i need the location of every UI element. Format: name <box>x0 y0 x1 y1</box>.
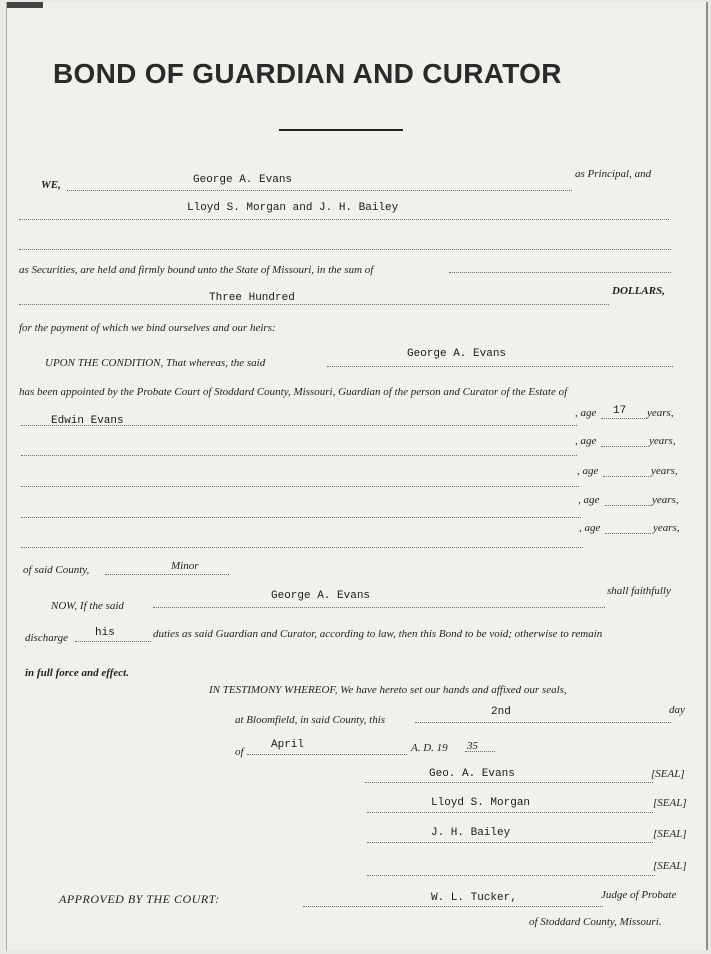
approved-label: APPROVED BY THE COURT: <box>59 892 220 906</box>
ward-line-2 <box>21 455 577 456</box>
ward-age-1: 17 <box>613 405 627 417</box>
condition-name: George A. Evans <box>407 348 507 360</box>
years-label-5: years, <box>653 522 680 534</box>
principal-line <box>67 190 572 191</box>
signature-3: J. H. Bailey <box>431 827 511 839</box>
signature-line-3 <box>367 842 653 843</box>
signature-line-4 <box>367 875 655 876</box>
securities-text: as Securities, are held and firmly bound unto the State of Missouri, in the sum of <box>19 264 374 276</box>
seal-3: [SEAL] <box>653 828 687 840</box>
month-value: April <box>271 739 305 751</box>
ward-line-4 <box>21 517 581 518</box>
testimony-text: IN TESTIMONY WHEREOF, We have hereto set our hands and affixed our seals, <box>209 684 567 696</box>
ward-name-1: Edwin Evans <box>51 415 124 427</box>
years-label-2: years, <box>649 435 676 447</box>
now-line <box>153 607 605 608</box>
age-label-3: , age <box>577 465 599 477</box>
signature-1: Geo. A. Evans <box>429 768 515 780</box>
force-text: in full force and effect. <box>25 667 129 679</box>
pronoun-line <box>75 641 151 642</box>
seal-2: [SEAL] <box>653 797 687 809</box>
ad-label: A. D. 19 <box>411 742 448 754</box>
age-line-2 <box>601 446 647 447</box>
seal-4: [SEAL] <box>653 860 687 872</box>
judge-line <box>303 906 603 907</box>
seal-1: [SEAL] <box>651 768 685 780</box>
dollars-label: DOLLARS, <box>612 285 665 297</box>
title-underline <box>279 129 403 131</box>
signature-2: Lloyd S. Morgan <box>431 797 531 809</box>
sum-line-1 <box>449 272 671 273</box>
month-line <box>247 754 407 755</box>
payment-text: for the payment of which we bind ourselves and our heirs: <box>19 322 276 334</box>
age-line-1 <box>601 418 647 419</box>
years-label-4: years, <box>652 494 679 506</box>
scan-mark <box>7 2 43 8</box>
county-status: Minor <box>171 560 199 572</box>
securities-names: Lloyd S. Morgan and J. H. Bailey <box>187 202 399 214</box>
county-line <box>105 574 229 575</box>
day-label: day <box>669 704 685 716</box>
county-label: of said County, <box>23 564 90 576</box>
principal-name: George A. Evans <box>193 174 293 186</box>
document-title: BOND OF GUARDIAN AND CURATOR <box>53 58 562 89</box>
faithfully-label: shall faithfully <box>607 585 671 597</box>
judge-county: of Stoddard County, Missouri. <box>529 916 662 928</box>
day-line <box>415 722 671 723</box>
signature-line-1 <box>365 782 653 783</box>
appointed-text: has been appointed by the Probate Court of Stoddard County, Missouri, Guardian of the person and Curator of the Estate of <box>19 386 568 398</box>
duties-text: duties as said Guardian and Curator, according to law, then this Bond to be void; otherwise to remain <box>153 628 603 640</box>
now-label: NOW, If the said <box>51 600 124 612</box>
age-line-5 <box>605 533 651 534</box>
age-label-2: , age <box>575 435 597 447</box>
we-label: WE, <box>41 179 61 191</box>
pronoun: his <box>95 627 115 639</box>
ward-line-3 <box>21 486 579 487</box>
day-value: 2nd <box>491 706 511 718</box>
condition-line <box>327 366 673 367</box>
now-name: George A. Evans <box>271 590 371 602</box>
age-label-5: , age <box>579 522 601 534</box>
ward-line-5 <box>21 547 583 548</box>
sum-line-2 <box>19 304 609 305</box>
bond-document <box>6 2 708 950</box>
year-value: 35 <box>467 740 478 752</box>
age-line-4 <box>605 505 651 506</box>
bloomfield-text: at Bloomfield, in said County, this <box>235 714 386 726</box>
sum-words: Three Hundred <box>209 292 295 304</box>
judge-name: W. L. Tucker, <box>431 892 517 904</box>
age-label-4: , age <box>578 494 600 506</box>
as-principal-label: as Principal, and <box>575 168 652 180</box>
securities-line-2 <box>19 249 671 250</box>
signature-line-2 <box>367 812 653 813</box>
years-label-3: years, <box>651 465 678 477</box>
years-label-1: years, <box>647 407 674 419</box>
discharge-label: discharge <box>25 632 68 644</box>
age-line-3 <box>603 476 649 477</box>
condition-label: UPON THE CONDITION, That whereas, the said <box>45 357 266 369</box>
of-label: of <box>235 746 244 758</box>
judge-label: Judge of Probate <box>601 889 677 901</box>
securities-line-1 <box>19 219 669 220</box>
age-label-1: , age <box>575 407 597 419</box>
